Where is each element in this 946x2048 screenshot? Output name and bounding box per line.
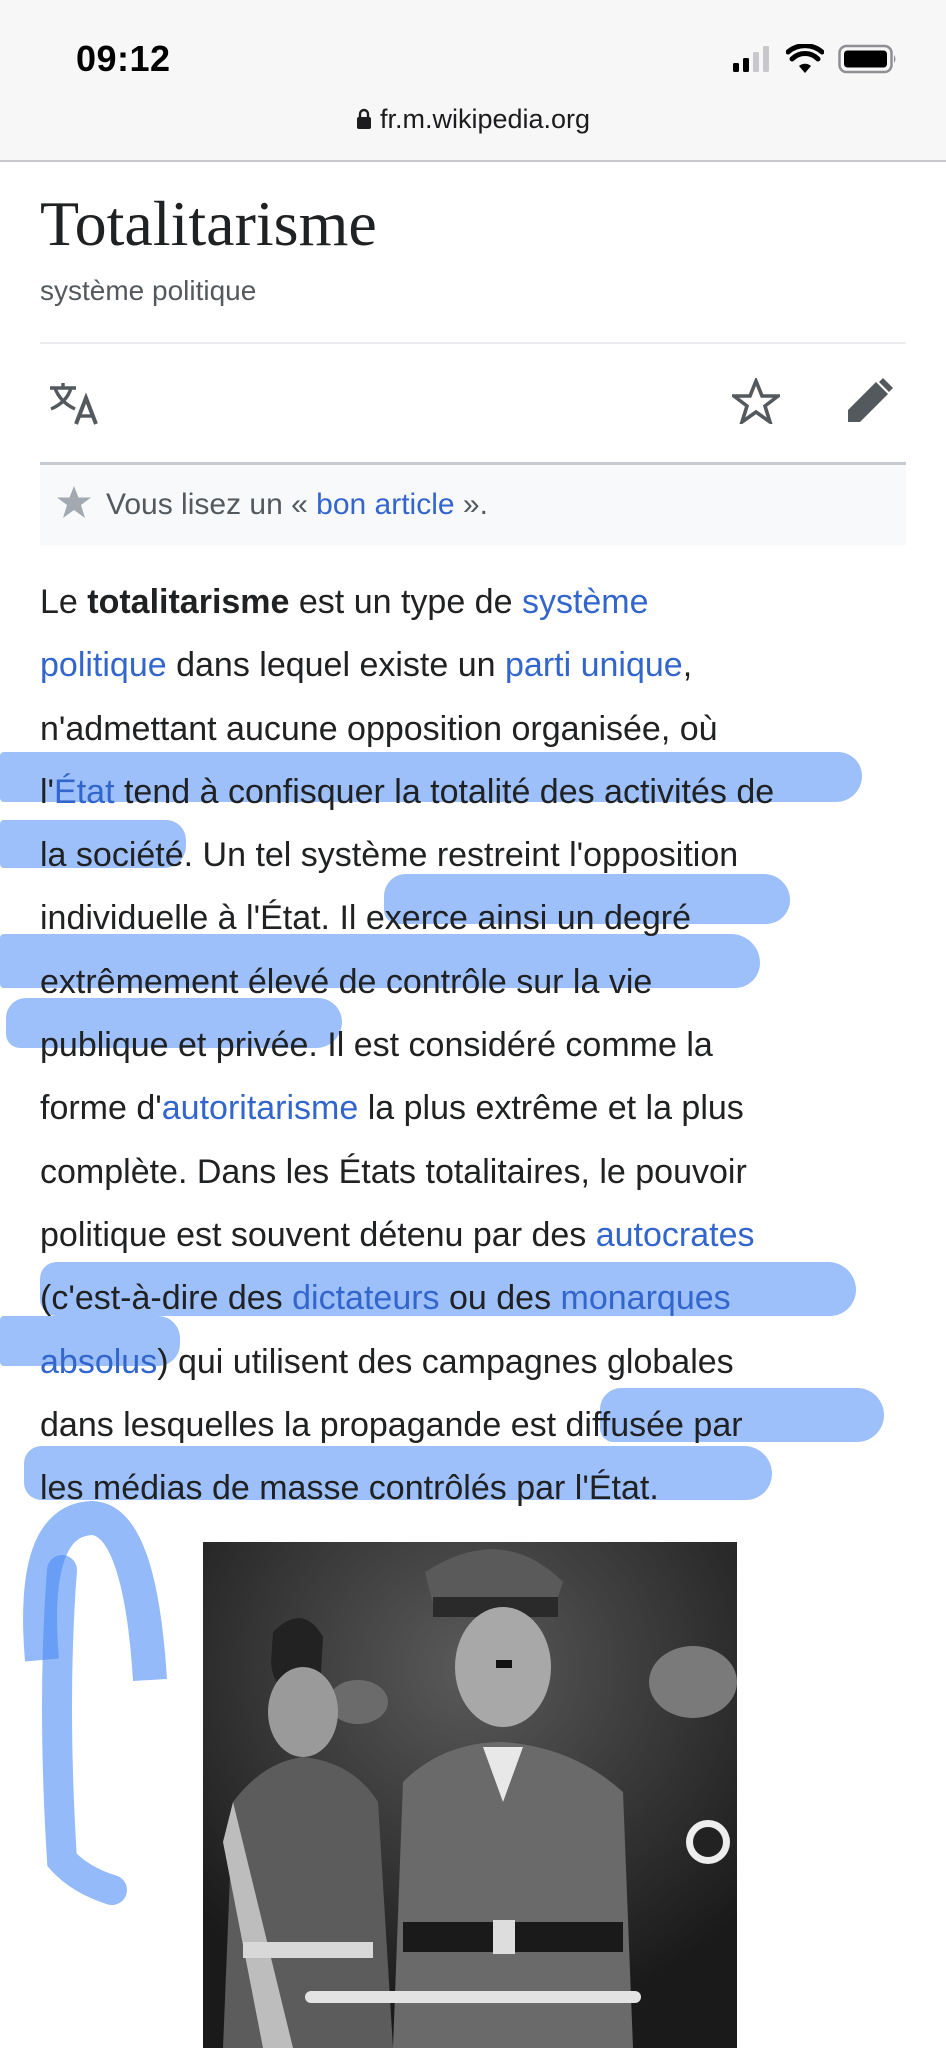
article-line: [40, 1331, 920, 1394]
article-text: dans lequel existe un: [166, 646, 505, 685]
article-line: [40, 1267, 920, 1330]
home-indicator[interactable]: [305, 1991, 641, 2003]
article-text: ) qui utilisent des campagnes globales: [157, 1342, 734, 1381]
banner-prefix: Vous lisez un «: [106, 488, 317, 521]
article-line: [40, 951, 920, 1014]
page-title: Totalitarisme: [40, 188, 377, 259]
star-icon: [56, 485, 92, 527]
article-text: ou des: [439, 1279, 561, 1318]
article-text: (c'est-à-dire des: [40, 1279, 293, 1318]
article-text: complète. Dans les États totalitaires, le pouvoir: [40, 1152, 747, 1191]
cellular-signal-icon: [732, 45, 772, 78]
page-actions: [40, 344, 906, 462]
article-line: [40, 761, 920, 824]
article-link[interactable]: dictateurs: [292, 1279, 440, 1318]
article-text: dans lesquelles la propagande est diffusée par: [40, 1405, 743, 1444]
article-link[interactable]: système: [521, 583, 649, 621]
article-line: [40, 1394, 920, 1457]
article-text: individuelle à l'État. Il exerce ainsi un degré: [40, 899, 691, 938]
article-line: [40, 571, 920, 634]
article-page: [40, 162, 906, 1520]
article-line: [40, 634, 920, 697]
article-line: [40, 824, 920, 887]
page-subtitle: système politique: [40, 275, 257, 306]
article-text: la société. Un tel système restreint l'opposition: [40, 836, 739, 875]
article-text: extrêmement élevé de contrôle sur la vie: [40, 962, 653, 1001]
hand-drawn-arrow-icon: [0, 1500, 200, 1940]
article-body: [40, 571, 920, 1520]
article-line: [40, 1204, 920, 1267]
article-link[interactable]: absolus: [40, 1342, 158, 1381]
system-icons: [732, 44, 898, 79]
article-link[interactable]: État: [54, 772, 115, 811]
article-text: publique et privée. Il est considéré comme la: [40, 1026, 713, 1065]
pencil-icon[interactable]: [846, 376, 894, 429]
article-text: l': [40, 772, 55, 811]
article-text: ,: [682, 646, 693, 685]
article-link[interactable]: politique: [40, 646, 167, 685]
lock-icon: [356, 106, 372, 137]
article-line: [40, 887, 920, 950]
article-text: la plus extrême et la plus: [358, 1089, 744, 1128]
article-text: politique est souvent détenu par des: [40, 1215, 596, 1254]
browser-header: [0, 0, 946, 162]
wifi-icon: [786, 44, 824, 79]
article-text: Le: [40, 583, 88, 621]
article-text: tend à confisquer la totalité des activités de: [114, 772, 775, 811]
battery-icon: [838, 44, 898, 79]
url-text: fr.m.wikipedia.org: [379, 104, 591, 134]
article-line: [40, 1077, 920, 1140]
article-text: forme d': [40, 1089, 162, 1128]
article-line: [40, 1141, 920, 1204]
bold-term: totalitarisme: [87, 583, 290, 621]
address-bar[interactable]: [0, 104, 946, 137]
article-text: est un type de: [289, 583, 522, 621]
language-icon[interactable]: [48, 382, 100, 431]
article-image[interactable]: [203, 1542, 737, 2048]
article-link[interactable]: autoritarisme: [161, 1089, 359, 1128]
article-link[interactable]: autocrates: [595, 1215, 755, 1254]
article-line: [40, 698, 920, 761]
article-text: n'admettant aucune opposition organisée, où: [40, 709, 718, 748]
good-article-link[interactable]: bon article: [316, 488, 455, 521]
good-article-banner: [40, 465, 906, 545]
article-text: les médias de masse contrôlés par l'État.: [40, 1469, 659, 1508]
article-line: [40, 1014, 920, 1077]
banner-suffix: ».: [454, 488, 488, 521]
article-link[interactable]: parti unique: [505, 646, 683, 685]
star-outline-icon[interactable]: [732, 378, 780, 429]
status-time: 09:12: [76, 38, 171, 79]
article-link[interactable]: monarques: [560, 1279, 731, 1318]
